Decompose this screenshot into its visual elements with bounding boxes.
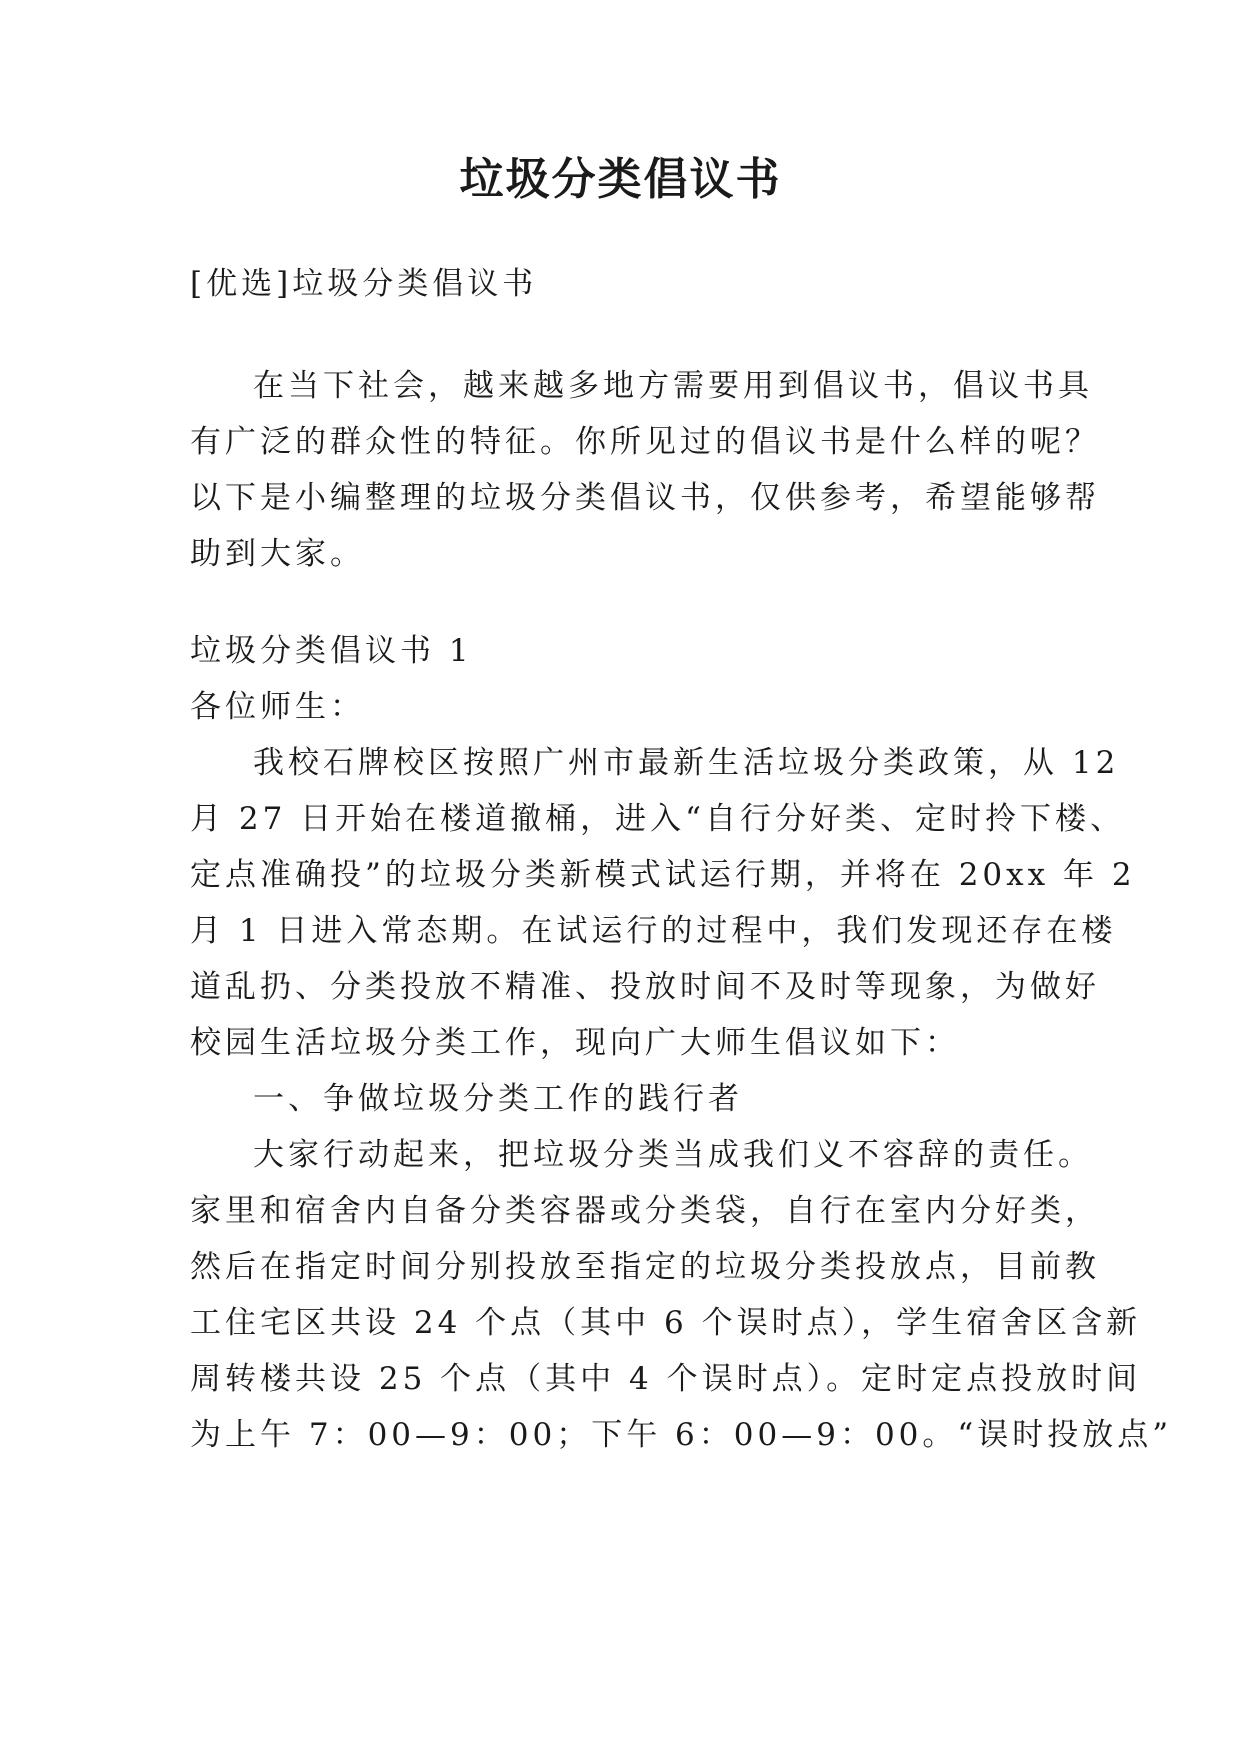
paragraph2-line: 家里和宿舍内自备分类容器或分类袋，自行在室内分好类， (190, 1193, 1100, 1229)
document-subtitle: [优选]垃圾分类倡议书 (190, 266, 538, 302)
paragraph2-line: 大家行动起来，把垃圾分类当成我们义不容辞的责任。 (253, 1137, 1093, 1173)
intro-line: 在当下社会，越来越多地方需要用到倡议书，倡议书具 (253, 368, 1093, 404)
paragraph1-line: 我校石牌校区按照广州市最新生活垃圾分类政策，从 12 (253, 745, 1120, 781)
intro-line: 以下是小编整理的垃圾分类倡议书，仅供参考，希望能够帮 (190, 480, 1100, 516)
paragraph1-line: 月 27 日开始在楼道撤桶，进入“自行分好类、定时拎下楼、 (190, 801, 1125, 837)
section-heading: 垃圾分类倡议书 1 (190, 633, 473, 669)
intro-line: 有广泛的群众性的特征。你所见过的倡议书是什么样的呢？ (190, 424, 1100, 460)
paragraph2-line: 工住宅区共设 24 个点（其中 6 个误时点），学生宿舍区含新 (190, 1305, 1142, 1341)
paragraph1-line: 月 1 日进入常态期。在试运行的过程中，我们发现还存在楼 (190, 913, 1117, 949)
document-title: 垃圾分类倡议书 (459, 154, 782, 205)
intro-line: 助到大家。 (190, 536, 365, 572)
paragraph1-line: 道乱扔、分类投放不精准、投放时间不及时等现象，为做好 (190, 969, 1100, 1005)
paragraph1-line: 校园生活垃圾分类工作，现向广大师生倡议如下： (190, 1025, 960, 1061)
paragraph2-line: 周转楼共设 25 个点（其中 4 个误时点）。定时定点投放时间 (190, 1361, 1142, 1397)
paragraph2-line: 然后在指定时间分别投放至指定的垃圾分类投放点，目前教 (190, 1249, 1100, 1285)
paragraph2-line: 为上午 7：00—9：00；下午 6：00—9：00。“误时投放点” (190, 1417, 1173, 1453)
salutation: 各位师生： (190, 689, 365, 725)
point1-heading: 一、争做垃圾分类工作的践行者 (253, 1081, 743, 1117)
paragraph1-line: 定点准确投”的垃圾分类新模式试运行期，并将在 20xx 年 2 (190, 857, 1136, 893)
